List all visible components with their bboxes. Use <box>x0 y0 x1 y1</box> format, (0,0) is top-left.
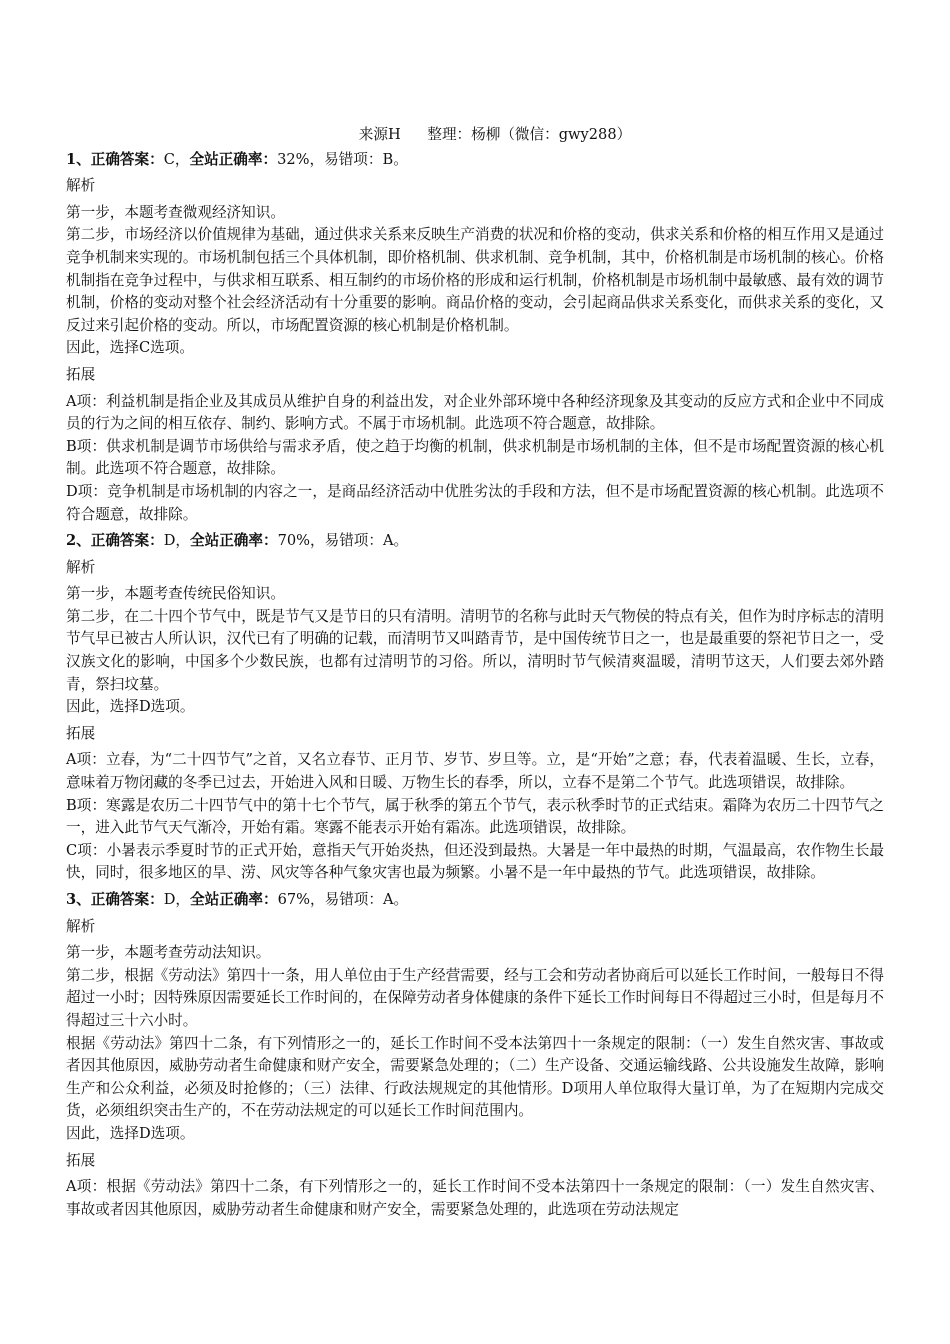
answer-value: D， <box>163 532 191 550</box>
rate-label: 全站正确率： <box>189 150 278 168</box>
document-header <box>66 124 884 147</box>
rate-label: 全站正确率： <box>190 532 278 550</box>
analysis-body <box>66 583 884 719</box>
extension-body <box>66 749 884 885</box>
answer-value: C， <box>163 150 190 168</box>
question-1 <box>66 149 884 527</box>
analysis-paragraph: 第二步，市场经济以价值规律为基础，通过供求关系来反映生产消费的状况和价格的变动，供求关系和价格的相互作用又是通过竞争机制来实现的。市场机制包括三个具体机制，即价格机制、供求机制、竞争机制，其中，价格机制是市场机制的核心。价格机制指在竞争过程中，与供求相互联系、相互制约的市场价格的形成和运行机制，价格机制是市场机制中最敏感、最有效的调节机制，价格的变动对整个社会经济活动有十分重要的影响。商品价格的变动，会引起商品供求关系变化，而供求关系的变化，又反过来引起价格的变动。所以，市场配置资源的核心机制是价格机制。 <box>66 226 884 334</box>
extension-paragraph: B项：供求机制是调节市场供给与需求矛盾，使之趋于均衡的机制，供求机制是市场机制的主体，但不是市场配置资源的核心机制。此选项不符合题意，故排除。 <box>66 437 884 478</box>
question-2-heading <box>66 530 884 553</box>
analysis-body <box>66 942 884 1145</box>
extension-paragraph: A项：利益机制是指企业及其成员从维护自身的利益出发，对企业外部环境中各种经济现象及其变动的反应方式和企业中不同成员的行为之间的相互依存、制约、影响方式。不属于市场机制。此选项不符合题意，故排除。 <box>66 392 884 433</box>
analysis-paragraph: 因此，选择D选项。 <box>66 1124 195 1142</box>
extension-body <box>66 391 884 527</box>
analysis-paragraph: 第二步，在二十四个节气中，既是节气又是节日的只有清明。清明节的名称与此时天气物侯的特点有关，但作为时序标志的清明节气早已被古人所认识，汉代已有了明确的记载，而清明节又叫踏青节，是中国传统节日之一，也是最重要的祭祀节日之一，受汉族文化的影响，中国多个少数民族，也都有过清明节的习俗。所以，清明时节气候清爽温暖，清明节这天，人们要去郊外踏青，祭扫坟墓。 <box>66 607 884 693</box>
document-page <box>66 124 884 1225</box>
rate-label: 全站正确率： <box>190 891 278 908</box>
question-3-heading <box>66 889 884 912</box>
analysis-paragraph: 因此，选择C选项。 <box>66 339 194 357</box>
rate-value: 70%，易错项：A。 <box>277 532 409 550</box>
analysis-paragraph: 根据《劳动法》第四十二条，有下列情形之一的，延长工作时间不受本法第四十一条规定的限制：（一）发生自然灾害、事故或者因其他原因，威胁劳动者生命健康和财产安全，需要紧急处理的；（二）生产设备、交通运输线路、公共设施发生故障，影响生产和公众利益，必须及时抢修的；（三）法律、行政法规规定的其他情形。D项用人单位取得大量订单，为了在短期内完成交货，必须组织突击生产的，不在劳动法规定的可以延长工作时间范围内。 <box>66 1034 884 1120</box>
answer-value: D， <box>163 891 191 908</box>
analysis-label: 解析 <box>66 917 96 935</box>
analysis-label: 解析 <box>66 177 96 195</box>
extension-paragraph: B项：寒露是农历二十四节气中的第十七个节气，属于秋季的第五个节气，表示秋季时节的正式结束。霜降为农历二十四节气之一，进入此节气天气渐冷，开始有霜。寒露不能表示开始有霜冻。此选项错误，故排除。 <box>66 796 884 837</box>
extension-paragraph: C项：小暑表示季夏时节的正式开始，意指天气开始炎热，但还没到最热。大暑是一年中最热的时期，气温最高，农作物生长最快，同时，很多地区的旱、涝、风灾等各种气象灾害也最为频繁。小暑不是一年中最热的节气。此选项错误，故排除。 <box>66 841 884 882</box>
question-1-heading <box>66 149 884 172</box>
question-2 <box>66 530 884 885</box>
extension-body <box>66 1176 884 1221</box>
extension-label: 拓展 <box>66 365 96 383</box>
answer-label: 3、正确答案： <box>66 891 164 908</box>
rate-value: 32%，易错项：B。 <box>277 150 408 168</box>
extension-label: 拓展 <box>66 724 96 742</box>
rate-value: 67%，易错项：A。 <box>277 891 409 908</box>
analysis-paragraph: 第一步，本题考查微观经济知识。 <box>66 203 285 221</box>
question-3 <box>66 889 884 1221</box>
analysis-paragraph: 第一步，本题考查传统民俗知识。 <box>66 585 285 603</box>
header-organizer: 整理：杨柳（微信：gwy288） <box>427 126 632 143</box>
extension-paragraph: A项：根据《劳动法》第四十二条，有下列情形之一的，延长工作时间不受本法第四十一条规定的限制：（一）发生自然灾害、事故或者因其他原因，威胁劳动者生命健康和财产安全，需要紧急处理的，此选项在劳动法规定 <box>66 1178 884 1218</box>
answer-label: 1、正确答案： <box>66 150 164 168</box>
analysis-paragraph: 因此，选择D选项。 <box>66 698 195 716</box>
header-source: 来源H <box>358 126 401 143</box>
extension-paragraph: A项：立春，为“二十四节气”之首，又名立春节、正月节、岁节、岁旦等。立，是“开始”之意；春，代表着温暖、生长，立春，意味着万物闭藏的冬季已过去，开始进入风和日暖、万物生长的春季，所以，立春不是第二个节气。此选项错误，故排除。 <box>66 751 884 792</box>
analysis-paragraph: 第一步，本题考查劳动法知识。 <box>66 944 271 962</box>
analysis-body <box>66 202 884 360</box>
extension-paragraph: D项：竞争机制是市场机制的内容之一，是商品经济活动中优胜劣汰的手段和方法，但不是市场配置资源的核心机制。此选项不符合题意，故排除。 <box>66 482 884 523</box>
analysis-label: 解析 <box>66 558 96 576</box>
analysis-paragraph: 第二步，根据《劳动法》第四十一条，用人单位由于生产经营需要，经与工会和劳动者协商后可以延长工作时间，一般每日不得超过一小时；因特殊原因需要延长工作时间的，在保障劳动者身体健康的条件下延长工作时间每日不得超过三小时，但是每月不得超过三十六小时。 <box>66 966 884 1029</box>
answer-label: 2、正确答案： <box>66 532 164 550</box>
extension-label: 拓展 <box>66 1151 96 1169</box>
